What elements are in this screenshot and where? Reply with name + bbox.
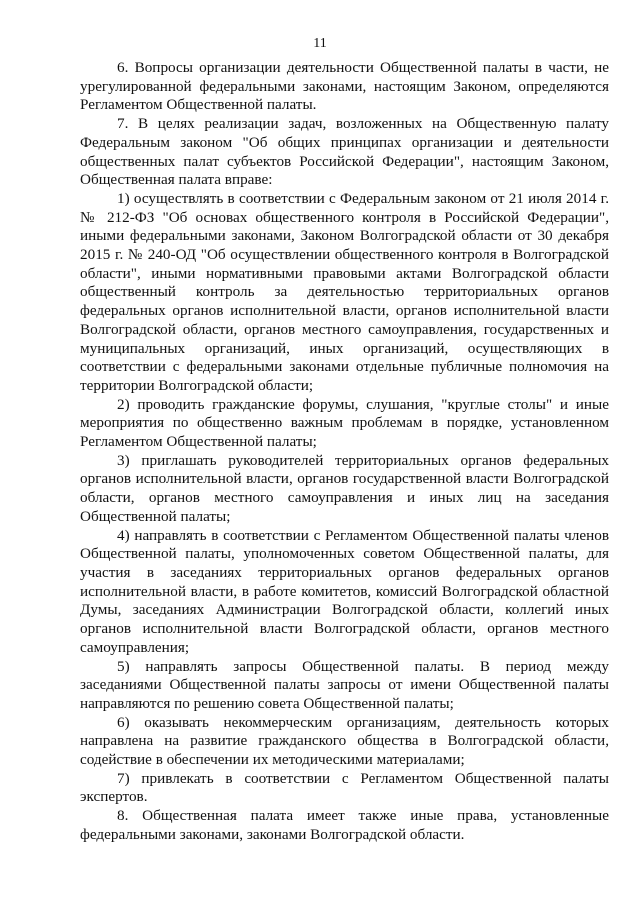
list-item-4: 4) направлять в соответствии с Регламентом Общественной палаты членов Общественной палаты, уполномоченных советом Общественной палаты, для участия в заседаниях территориальных органов федеральных органов исполнительной власти, в работе комитетов, комиссий Волгоградской областной Думы, заседаниях Администрации Волгоградской области, коллегий иных органов исполнительной власти Волгоградской области, органов местного самоуправления; (80, 526, 609, 656)
list-item-7: 7) привлекать в соответствии с Регламентом Общественной палаты экспертов. (80, 769, 609, 806)
list-item-5: 5) направлять запросы Общественной палаты. В период между заседаниями Общественной палаты запросы от имени Общественной палаты направляются по решению совета Общественной палаты; (80, 657, 609, 712)
list-item-2: 2) проводить гражданские форумы, слушания, "круглые столы" и иные мероприятия по общественно важным проблемам в порядке, установленном Регламентом Общественной палаты; (80, 395, 609, 451)
list-item-3: 3) приглашать руководителей территориальных органов федеральных органов исполнительной власти, органов государственной власти Волгоградской области, органов местного самоуправления и иных лиц на заседания Общественной палаты; (80, 451, 609, 525)
page-number: 11 (313, 36, 327, 51)
list-item-6: 6) оказывать некоммерческим организациям, деятельность которых направлена на развитие гражданского общества в Волгоградской области, содействие в обеспечении их методическими материалами; (80, 713, 609, 769)
paragraph-6: 6. Вопросы организации деятельности Общественной палаты в части, не урегулированной федеральными законами, настоящим Законом, определяются Регламентом Общественной палаты. (80, 59, 609, 114)
paragraph-8: 8. Общественная палата имеет также иные права, установленные федеральными законами, законами Волгоградской области. (80, 807, 609, 843)
paragraph-7: 7. В целях реализации задач, возложенных на Общественную палату Федеральным законом "Об общих принципах организации и деятельности общественных палат субъектов Российской Федерации", настоящим Законом, Общественная палата вправе: (80, 115, 609, 189)
list-item-1: 1) осуществлять в соответствии с Федеральным законом от 21 июля 2014 г. № 212-ФЗ "Об основах общественного контроля в Российской Федерации", иными федеральными законами, Законом Волгоградской области от 30 декабря 2015 г. № 240-ОД "Об осуществлении общественного контроля в Волгоградской области", иными нормативными правовыми актами Волгоградской области общественный контроль за деятельностью территориальных органов федеральных органов исполнительной власти, органов исполнительной власти Волгоградской области, органов местного самоуправления, государственных и муниципальных организаций, иных организаций, осуществляющих в соответствии с федеральными законами отдельные публичные полномочия на территории Волгоградской области; (80, 189, 609, 394)
document-body (80, 59, 609, 845)
